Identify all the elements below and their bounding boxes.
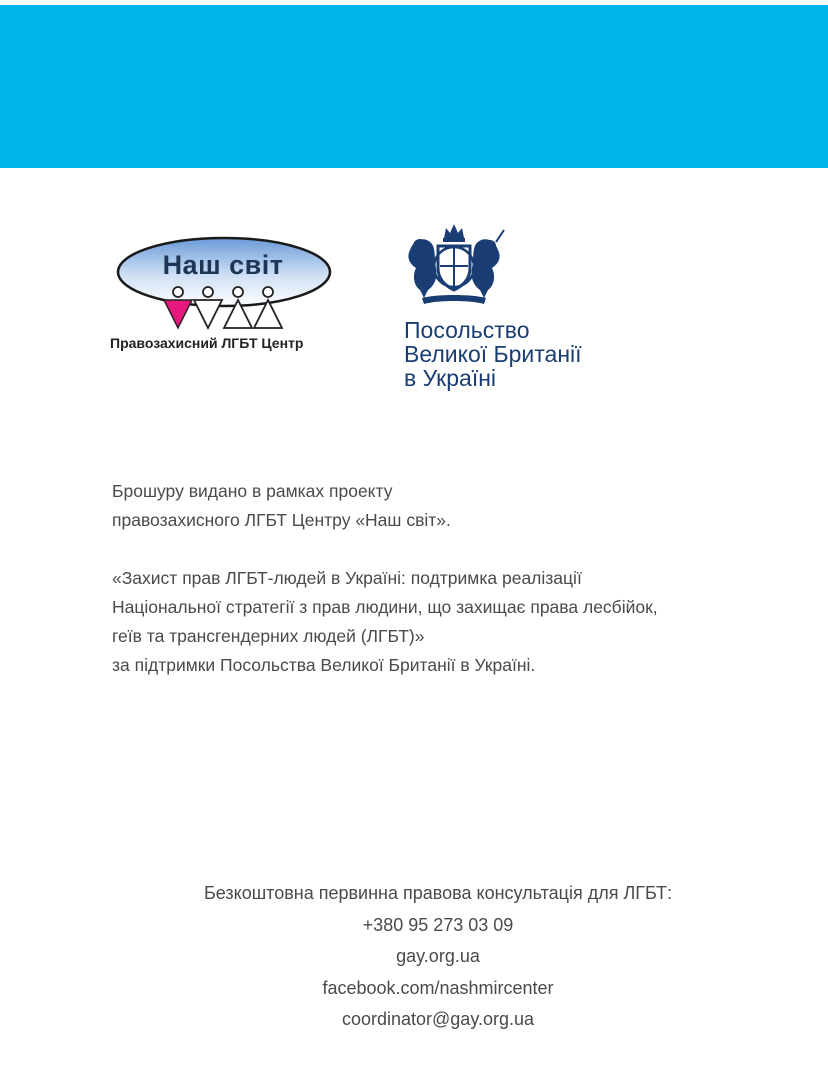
project-line: за підтримки Посольства Великої Британії в Україні. xyxy=(112,655,536,675)
top-color-band xyxy=(0,5,828,168)
nash-svit-subtitle: Правозахисний ЛГБТ Центр xyxy=(110,335,304,351)
nash-svit-title: Наш світ xyxy=(162,250,284,280)
facebook-link: facebook.com/nashmircenter xyxy=(322,977,554,998)
contacts-block xyxy=(100,878,776,1036)
contacts-heading: Безкоштовна первинна правова консультація для ЛГБТ: xyxy=(203,883,673,903)
project-line: «Захист прав ЛГБТ-людей в Україні: подтримка реалізації xyxy=(112,568,582,588)
intro-line: правозахисного ЛГБТ Центру «Наш світ». xyxy=(112,510,451,530)
brochure-info xyxy=(112,477,792,680)
website-link: gay.org.ua xyxy=(396,946,480,966)
nash-svit-logo xyxy=(108,236,348,356)
embassy-line: Посольство xyxy=(404,317,530,343)
royal-coat-of-arms-icon xyxy=(400,220,508,306)
embassy-name xyxy=(404,318,684,390)
project-line: Національної стратегії з прав людини, що захищає права лесбійок, xyxy=(112,597,658,617)
project-line: геїв та трансгендерних людей (ЛГБТ)» xyxy=(112,626,425,646)
intro-line: Брошуру видано в рамках проекту xyxy=(112,481,393,501)
email-link: coordinator@gay.org.ua xyxy=(341,1009,535,1029)
embassy-line: в Україні xyxy=(404,365,497,391)
phone-number: +380 95 273 03 09 xyxy=(362,914,514,935)
embassy-line: Великої Британії xyxy=(404,341,582,367)
